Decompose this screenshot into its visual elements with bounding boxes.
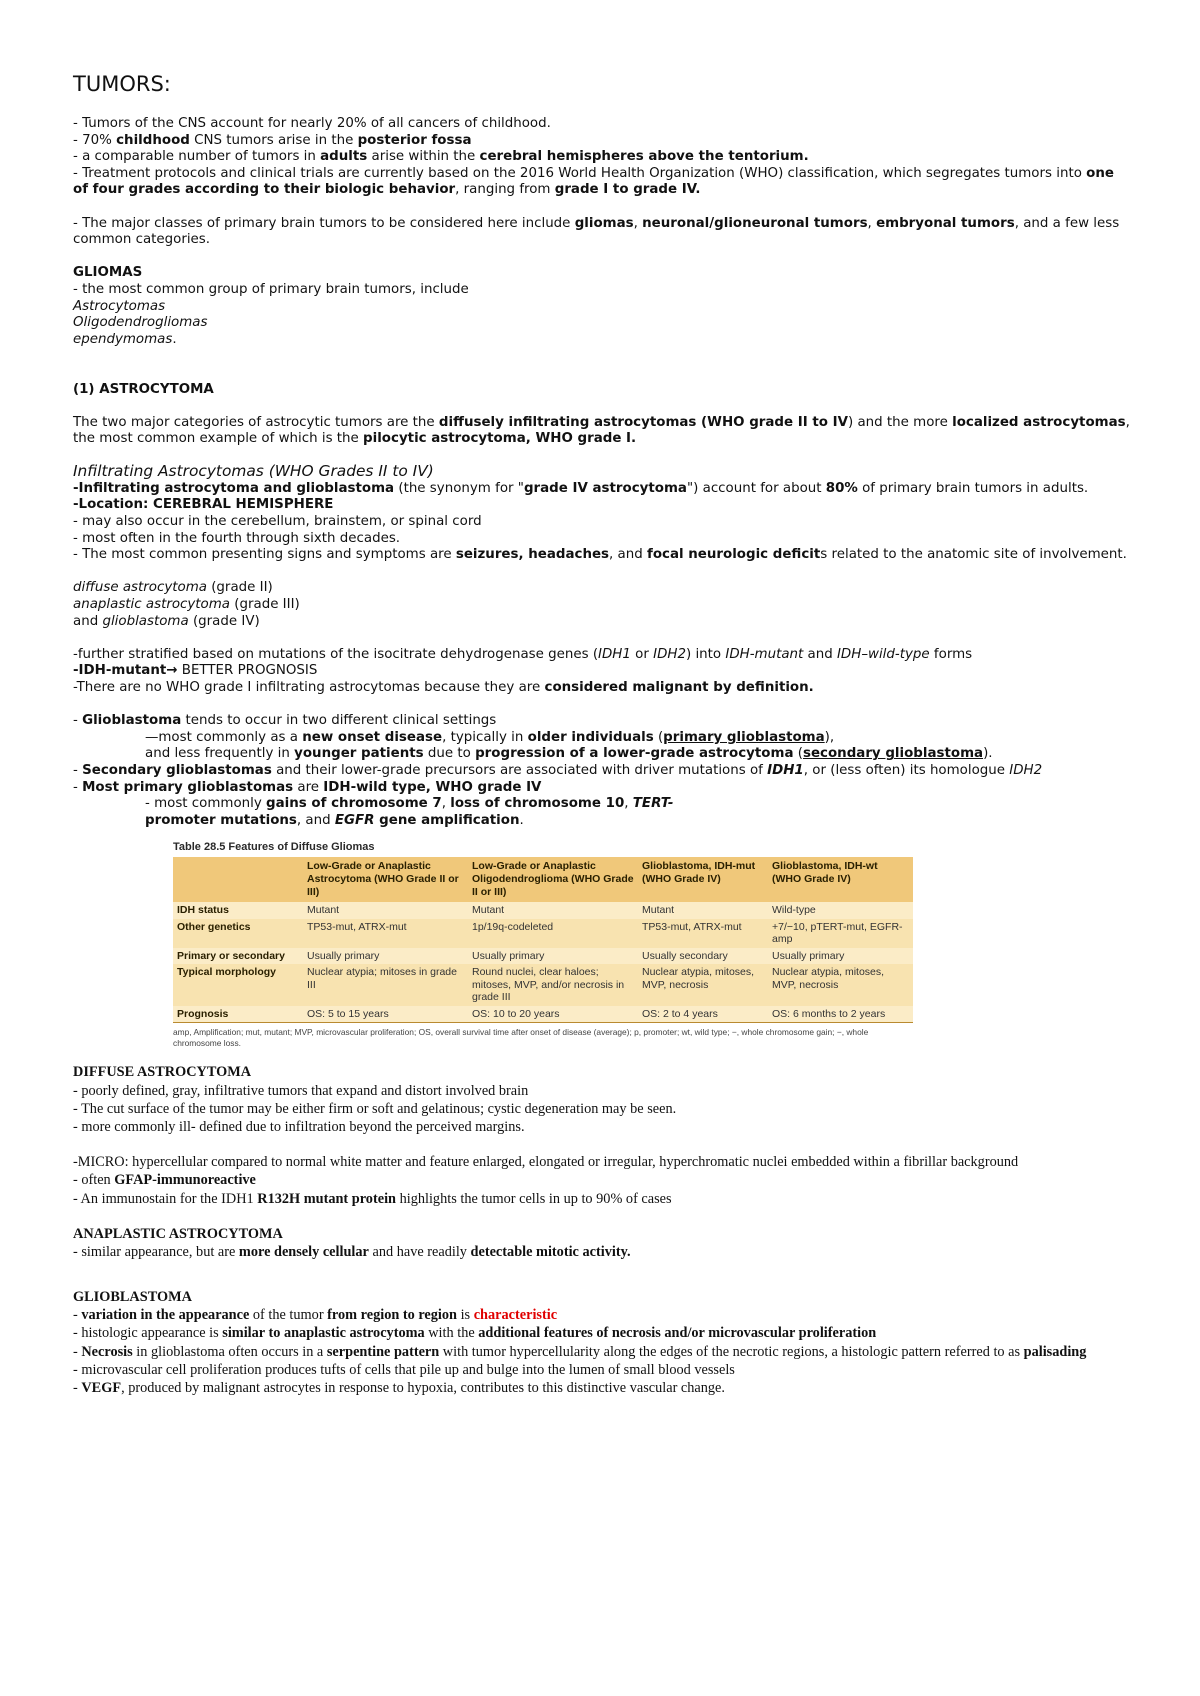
- astro-line: - The most common presenting signs and symptoms are seizures, headaches, and focal neurologic deficits related to the anatomic site of involvement.: [73, 547, 1127, 563]
- diffuse-line: - more commonly ill- defined due to infiltration beyond the perceived margins.: [73, 1119, 525, 1136]
- diffuse-line: - The cut surface of the tumor may be either firm or soft and gelatinous; cystic degeneration may be seen.: [73, 1100, 677, 1117]
- table-caption: Table 28.5 Features of Diffuse Gliomas: [173, 841, 375, 854]
- table-cell: TP53-mut, ATRX-mut: [303, 919, 468, 948]
- gbm-line: —most commonly as a new onset disease, typically in older individuals (primary glioblastoma),: [145, 729, 835, 745]
- table-cell: +7/−10, pTERT-mut, EGFR-amp: [768, 919, 913, 948]
- glioblastoma-line: - VEGF, produced by malignant astrocytes in response to hypoxia, contributes to this distinctive vascular change.: [73, 1380, 725, 1397]
- gliomas-heading: GLIOMAS: [73, 265, 143, 281]
- table-footnote: amp, Amplification; mut, mutant; MVP, microvascular proliferation; OS, overall survival time after onset of disease (average); p, promoter; wt, wild type; −, whole chromosome gain; −, whole chromosome loss.: [173, 1027, 869, 1049]
- astro-line: -Infiltrating astrocytoma and glioblastoma (the synonym for "grade IV astrocytoma") account for about 80% of primary brain tumors in adults.: [73, 480, 1089, 496]
- table-header-cell: Glioblastoma, IDH-wt (WHO Grade IV): [768, 857, 913, 902]
- table-cell: Wild-type: [768, 902, 913, 919]
- intro-line: - a comparable number of tumors in adults arise within the cerebral hemispheres above the tentorium.: [73, 149, 809, 165]
- intro-section: [73, 116, 1133, 829]
- diffuse-gliomas-table: [173, 857, 913, 1023]
- glioblastoma-line: - histologic appearance is similar to anaplastic astrocytoma with the additional features of necrosis and/or microvascular proliferation: [73, 1325, 877, 1342]
- diffuse-line: -MICRO: hypercellular compared to normal white matter and feature enlarged, elongated or irregular, hyperchromatic nuclei embedded within a fibrillar background: [73, 1154, 1019, 1171]
- gbm-line: and less frequently in younger patients due to progression of a lower-grade astrocytoma (secondary glioblastoma).: [145, 746, 993, 762]
- table-header-cell: Glioblastoma, IDH-mut (WHO Grade IV): [638, 857, 768, 902]
- diffuse-gliomas-table-figure: [173, 841, 913, 1049]
- diffuse-line: - An immunostain for the IDH1 R132H mutant protein highlights the tumor cells in up to 90% of cases: [73, 1190, 672, 1207]
- table-cell: Mutant: [468, 902, 638, 919]
- infiltrating-subheading: Infiltrating Astrocytomas (WHO Grades II to IV): [73, 461, 434, 480]
- astro-line: - most often in the fourth through sixth decades.: [73, 530, 401, 546]
- grade-line: diffuse astrocytoma (grade II): [73, 580, 273, 596]
- mutation-line: -further stratified based on mutations of the isocitrate dehydrogenase genes (IDH1 or IDH2) into IDH-mutant and IDH–wild-type forms: [73, 646, 973, 662]
- anaplastic-line: - similar appearance, but are more densely cellular and have readily detectable mitotic activity.: [73, 1243, 631, 1260]
- grade-line: and glioblastoma (grade IV): [73, 613, 260, 629]
- intro-line: - Treatment protocols and clinical trials are currently based on the 2016 World Health Organization (WHO) classification, which segregates tumors into one of four grades according to their biologic behavior, ranging from grade I to grade IV.: [73, 165, 1114, 198]
- table-row: [173, 902, 913, 919]
- table-row-header: IDH status: [173, 902, 303, 919]
- table-cell: Mutant: [303, 902, 468, 919]
- table-header-cell: Low-Grade or Anaplastic Oligodendroglioma (WHO Grade II or III): [468, 857, 638, 902]
- anaplastic-astrocytoma-heading: ANAPLASTIC ASTROCYTOMA: [73, 1225, 283, 1242]
- gliomas-type: Oligodendrogliomas: [73, 315, 208, 331]
- table-cell: Nuclear atypia, mitoses, MVP, necrosis: [768, 964, 913, 1006]
- glioblastoma-line: - microvascular cell proliferation produces tufts of cells that pile up and bulge into the lumen of small blood vessels: [73, 1361, 735, 1378]
- subtype-sections: [73, 1063, 1133, 1397]
- table-row-header: Other genetics: [173, 919, 303, 948]
- table-header-cell: [173, 857, 303, 902]
- table-cell: Usually secondary: [638, 948, 768, 965]
- glioblastoma-heading: GLIOBLASTOMA: [73, 1288, 192, 1305]
- table-row: [173, 948, 913, 965]
- gliomas-line: - the most common group of primary brain tumors, include: [73, 281, 469, 297]
- glioblastoma-line: - Necrosis in glioblastoma often occurs in a serpentine pattern with tumor hypercellularity along the edges of the necrotic regions, a histologic pattern referred to as palisading: [73, 1343, 1087, 1360]
- table-row-header: Primary or secondary: [173, 948, 303, 965]
- table-cell: TP53-mut, ATRX-mut: [638, 919, 768, 948]
- table-cell: OS: 5 to 15 years: [303, 1006, 468, 1023]
- table-header-row: [173, 857, 913, 902]
- table-cell: Round nuclei, clear haloes; mitoses, MVP, and/or necrosis in grade III: [468, 964, 638, 1006]
- table-row: [173, 1006, 913, 1023]
- document-page: [73, 70, 1133, 1398]
- table-row: [173, 964, 913, 1006]
- intro-line: - 70% childhood CNS tumors arise in the posterior fossa: [73, 132, 472, 148]
- table-cell: Nuclear atypia; mitoses in grade III: [303, 964, 468, 1006]
- table-row-header: Typical morphology: [173, 964, 303, 1006]
- page-title: TUMORS:: [73, 72, 171, 96]
- table-header-cell: Low-Grade or Anaplastic Astrocytoma (WHO Grade II or III): [303, 857, 468, 902]
- astrocytoma-heading: (1) ASTROCYTOMA: [73, 381, 214, 397]
- table-cell: Usually primary: [468, 948, 638, 965]
- table-cell: Usually primary: [768, 948, 913, 965]
- astro-paragraph: The two major categories of astrocytic tumors are the diffusely infiltrating astrocytomas (WHO grade II to IV) and the more localized astrocytomas, the most common example of which is the pilocytic astrocytoma, WHO grade I.: [73, 414, 1130, 447]
- astro-line: - may also occur in the cerebellum, brainstem, or spinal cord: [73, 514, 482, 530]
- table-cell: 1p/19q-codeleted: [468, 919, 638, 948]
- gbm-line: - Most primary glioblastomas are IDH-wild type, WHO grade IV: [73, 779, 542, 795]
- gbm-line: - Secondary glioblastomas and their lower-grade precursors are associated with driver mutations of IDH1, or (less often) its homologue IDH2: [73, 762, 1043, 778]
- gliomas-type: Astrocytomas: [73, 298, 166, 314]
- gliomas-type: ependymomas.: [73, 331, 177, 347]
- glioblastoma-line: - variation in the appearance of the tumor from region to region is characteristic: [73, 1307, 558, 1324]
- table-cell: Usually primary: [303, 948, 468, 965]
- intro-line: - Tumors of the CNS account for nearly 20% of all cancers of childhood.: [73, 116, 551, 131]
- table-cell: OS: 2 to 4 years: [638, 1006, 768, 1023]
- table-row: [173, 919, 913, 948]
- table-cell: Mutant: [638, 902, 768, 919]
- intro-line: - The major classes of primary brain tumors to be considered here include gliomas, neuronal/glioneuronal tumors, embryonal tumors, and a few less common categories.: [73, 215, 1120, 248]
- table-cell: Nuclear atypia, mitoses, MVP, necrosis: [638, 964, 768, 1006]
- diffuse-line: - poorly defined, gray, infiltrative tumors that expand and distort involved brain: [73, 1082, 529, 1099]
- table-row-header: Prognosis: [173, 1006, 303, 1023]
- table-cell: OS: 6 months to 2 years: [768, 1006, 913, 1023]
- mutation-line: -There are no WHO grade I infiltrating astrocytomas because they are considered malignant by definition.: [73, 680, 814, 695]
- location-line: -Location: CEREBRAL HEMISPHERE: [73, 497, 334, 513]
- table-cell: OS: 10 to 20 years: [468, 1006, 638, 1023]
- diffuse-line: - often GFAP-immunoreactive: [73, 1172, 256, 1189]
- arrow-icon: →: [166, 663, 178, 679]
- gbm-line: promoter mutations, and EGFR gene amplification.: [145, 812, 524, 828]
- diffuse-astrocytoma-heading: DIFFUSE ASTROCYTOMA: [73, 1064, 252, 1081]
- gbm-line: - most commonly gains of chromosome 7, loss of chromosome 10, TERT-: [145, 796, 674, 812]
- gbm-line: - Glioblastoma tends to occur in two different clinical settings: [73, 713, 497, 729]
- mutation-line: -IDH-mutant→ BETTER PROGNOSIS: [73, 663, 318, 679]
- grade-line: anaplastic astrocytoma (grade III): [73, 597, 300, 613]
